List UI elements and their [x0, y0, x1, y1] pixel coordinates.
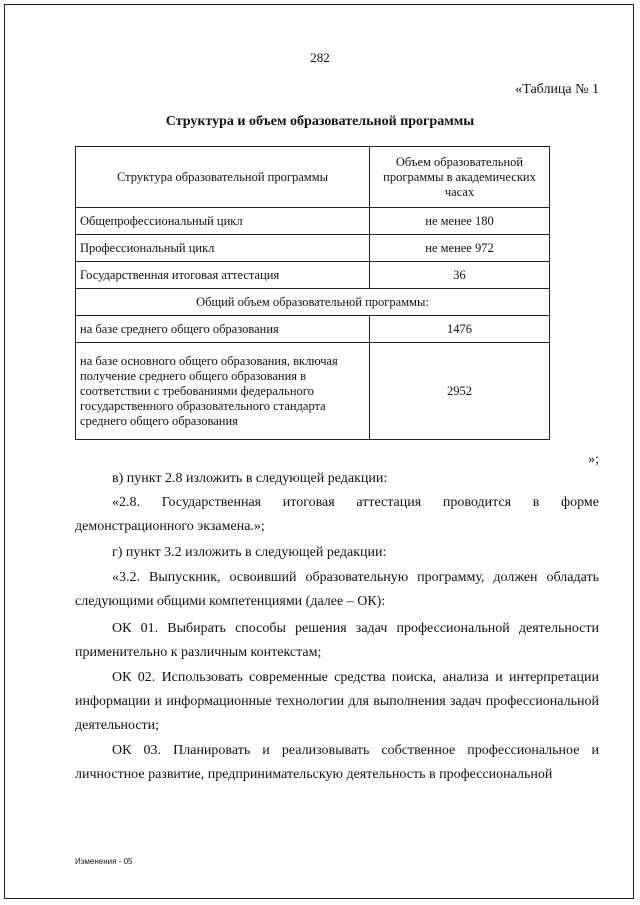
table-row — [76, 235, 550, 262]
table-row — [76, 343, 550, 440]
table-header-row — [76, 147, 550, 208]
row-value: 2952 — [370, 343, 550, 440]
paragraph: ОК 02. Использовать современные средства поиска, анализа и интерпретации информации и информационные технологии для выполнения задач профессиональной деятельности; — [75, 670, 599, 733]
closing-quote: »; — [588, 452, 599, 467]
row-label: Общепрофессиональный цикл — [76, 208, 370, 235]
row-value: не менее 972 — [370, 235, 550, 262]
header-cell: Структура образовательной программы — [76, 147, 370, 208]
paragraph: ОК 03. Планировать и реализовывать собственное профессиональное и личностное развитие, предпринимательскую деятельность в профессиональной — [75, 743, 599, 782]
table-row — [76, 208, 550, 235]
row-label: Профессиональный цикл — [76, 235, 370, 262]
page-title: Структура и объем образовательной программы — [165, 114, 475, 129]
paragraph: «2.8. Государственная итоговая аттестация проводится в форме демонстрационного экзамена.»; — [75, 495, 599, 534]
table-row — [76, 262, 550, 289]
program-structure-table — [75, 146, 550, 440]
row-label: Государственная итоговая аттестация — [76, 262, 370, 289]
span-cell: Общий объем образовательной программы: — [76, 289, 550, 316]
paragraph: ОК 01. Выбирать способы решения задач профессиональной деятельности применительно к различным контекстам; — [75, 621, 599, 660]
table-label: «Таблица № 1 — [515, 82, 599, 97]
row-value: 1476 — [370, 316, 550, 343]
row-label: на базе среднего общего образования — [76, 316, 370, 343]
row-value: не менее 180 — [370, 208, 550, 235]
row-value: 36 — [370, 262, 550, 289]
table-row — [76, 316, 550, 343]
paragraph: г) пункт 3.2 изложить в следующей редакции: — [112, 545, 387, 560]
paragraph: в) пункт 2.8 изложить в следующей редакции: — [112, 471, 388, 486]
footer-note: Изменения - 05 — [75, 857, 133, 866]
header-cell: Объем образовательной программы в академических часах — [370, 147, 550, 208]
paragraph: «3.2. Выпускник, освоивший образовательную программу, должен обладать следующими общими компетенциями (далее – ОК): — [75, 570, 599, 609]
page-number: 282 — [310, 50, 330, 65]
row-label: на базе основного общего образования, включая получение среднего общего образования в соответствии с требованиями федерального государственного образовательного стандарта среднего общего образования — [76, 343, 370, 440]
table-span-row — [76, 289, 550, 316]
